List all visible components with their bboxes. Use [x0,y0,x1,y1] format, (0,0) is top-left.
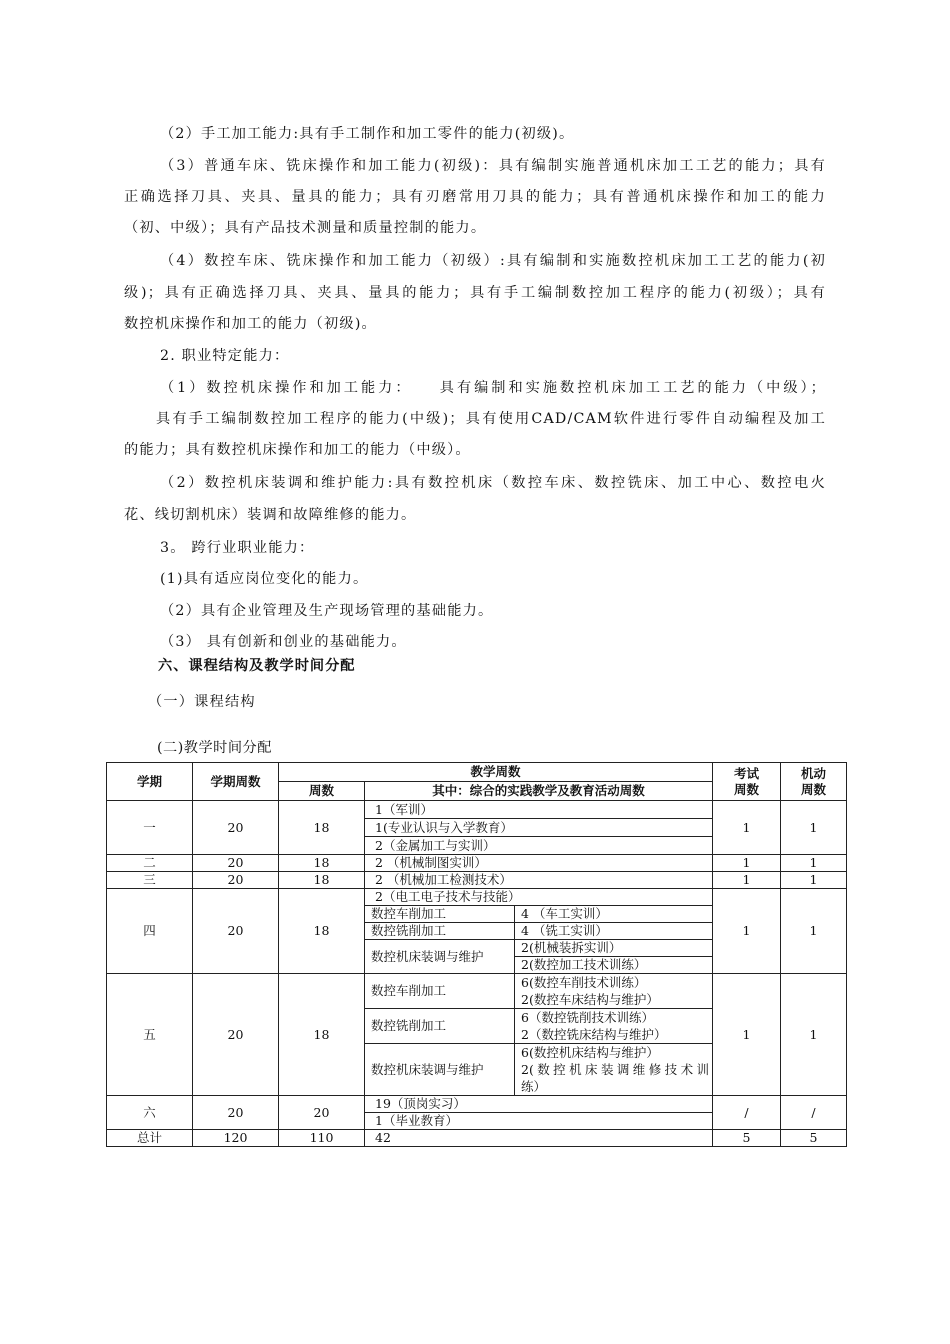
term-cell: 五 [107,974,193,1096]
practice-item: 2 （机械制图实训） [365,855,713,872]
term-weeks-cell: 20 [193,855,279,872]
module-label: 数控车削加工 [365,906,515,923]
exam-cell: 1 [713,974,781,1096]
header-weeks: 周数 [279,782,365,801]
practice-item: 1(专业认识与入学教育） [365,819,713,837]
module-value: 2(机械装拆实训） [515,940,713,957]
module-value: 6（数控铣削技术训练） 2（数控铣床结构与维护） [515,1009,713,1044]
flex-cell: 1 [781,801,847,855]
para-conventional-line3: （初、中级）；具有产品技术测量和质量控制的能力。 [124,220,487,236]
para-management: （2）具有企业管理及生产现场管理的基础能力。 [160,603,494,619]
flex-cell: 1 [781,872,847,889]
table-row-term-3 [107,872,847,889]
section-heading-six: 六、课程结构及教学时间分配 [158,658,356,674]
practice-item: 19（顶岗实习） [365,1096,713,1113]
practice-item: 2（金属加工与实训） [365,837,713,855]
header-row-1 [107,763,847,782]
flex-cell: 1 [781,855,847,872]
para-cnc-line1: （4）数控车床、铣床操作和加工能力（初级）:具有编制和实施数控机床加工工艺的能力(初 [160,253,826,269]
flex-cell: / [781,1096,847,1130]
term-weeks-cell: 20 [193,801,279,855]
module-value: 6(数控机床结构与维护） 2(数控机床装调维修技术训 练） [515,1044,713,1096]
table-row-term-2 [107,855,847,872]
para-cnc-line2: 级)；具有正确选择刀具、夹具、量具的能力；具有手工编制数控加工程序的能力(初级）；具有 [124,285,826,301]
subsection-course-structure: （一）课程结构 [148,694,256,710]
table-row-term-4 [107,889,847,906]
heading-cross-industry: 3。 跨行业职业能力： [160,540,315,556]
para-conventional-line1: （3）普通车床、铣床操作和加工能力(初级)：具有编制实施普通机床加工工艺的能力；具有 [160,158,826,174]
practice-item: 2（电工电子技术与技能） [365,889,713,906]
term-weeks-cell: 20 [193,974,279,1096]
header-exam-weeks: 考试周数 [713,763,781,801]
exam-cell: 1 [713,855,781,872]
table-row-term-6 [107,1096,847,1113]
table-row-term-1 [107,801,847,819]
total-exam: 5 [713,1130,781,1147]
weeks-cell: 18 [279,801,365,855]
header-teaching-weeks: 教学周数 [279,763,713,782]
header-flex-weeks: 机动周数 [781,763,847,801]
module-label: 数控机床装调与维护 [365,1044,515,1096]
exam-cell: / [713,1096,781,1130]
term-cell: 四 [107,889,193,974]
practice-item: 1（军训） [365,801,713,819]
term-cell: 一 [107,801,193,855]
para-cnc-operation-line1: （1）数控机床操作和加工能力： 具有编制和实施数控机床加工工艺的能力（中级）； [160,380,826,396]
term-cell: 二 [107,855,193,872]
exam-cell: 1 [713,872,781,889]
total-flex: 5 [781,1130,847,1147]
module-value: 4 （车工实训） [515,906,713,923]
total-weeks: 110 [279,1130,365,1147]
para-conventional-line2: 正确选择刀具、夹具、量具的能力；具有刃磨常用刀具的能力；具有普通机床操作和加工的能力 [124,189,826,205]
total-practice: 42 [365,1130,713,1147]
table-row-term-5-turning [107,974,847,1009]
module-label: 数控铣削加工 [365,1009,515,1044]
subsection-time-allocation: (二)教学时间分配 [157,740,272,756]
exam-cell: 1 [713,801,781,855]
practice-item: 2 （机械加工检测技术） [365,872,713,889]
term-cell: 六 [107,1096,193,1130]
module-value: 4 （铣工实训） [515,923,713,940]
para-innovation: （3） 具有创新和创业的基础能力。 [160,634,407,650]
para-cnc-line3: 数控机床操作和加工的能力（初级)。 [124,316,377,332]
weeks-cell: 18 [279,974,365,1096]
header-term-weeks: 学期周数 [193,763,279,801]
weeks-cell: 18 [279,872,365,889]
header-term: 学期 [107,763,193,801]
flex-cell: 1 [781,889,847,974]
para-manual-ability: （2）手工加工能力:具有手工制作和加工零件的能力(初级)。 [160,126,575,142]
weeks-cell: 20 [279,1096,365,1130]
term-cell: 三 [107,872,193,889]
header-practice: 其中：综合的实践教学及教育活动周数 [365,782,713,801]
para-cnc-maintenance-line2: 花、线切割机床）装调和故障维修的能力。 [124,507,417,523]
weeks-cell: 18 [279,855,365,872]
term-weeks-cell: 20 [193,889,279,974]
term-weeks-cell: 20 [193,1096,279,1130]
module-label: 数控机床装调与维护 [365,940,515,974]
para-adapt: (1)具有适应岗位变化的能力。 [160,571,369,587]
module-label: 数控铣削加工 [365,923,515,940]
para-cnc-operation-line3: 的能力；具有数控机床操作和加工的能力（中级）。 [124,442,471,458]
weeks-cell: 18 [279,889,365,974]
module-value: 2(数控加工技术训练） [515,957,713,974]
total-term-weeks: 120 [193,1130,279,1147]
exam-cell: 1 [713,889,781,974]
practice-item: 1（毕业教育） [365,1113,713,1130]
term-weeks-cell: 20 [193,872,279,889]
total-label: 总计 [107,1130,193,1147]
flex-cell: 1 [781,974,847,1096]
heading-specific-ability: 2. 职业特定能力： [160,348,290,364]
module-value: 6(数控车削技术训练） 2(数控车床结构与维护） [515,974,713,1009]
table-row-total [107,1130,847,1147]
para-cnc-maintenance-line1: （2）数控机床装调和维护能力:具有数控机床（数控车床、数控铣床、加工中心、数控电火 [160,475,826,491]
para-cnc-operation-line2: 具有手工编制数控加工程序的能力(中级)；具有使用CAD/CAM软件进行零件自动编程及加工 [156,411,826,427]
teaching-time-table [106,762,847,1147]
module-label: 数控车削加工 [365,974,515,1009]
